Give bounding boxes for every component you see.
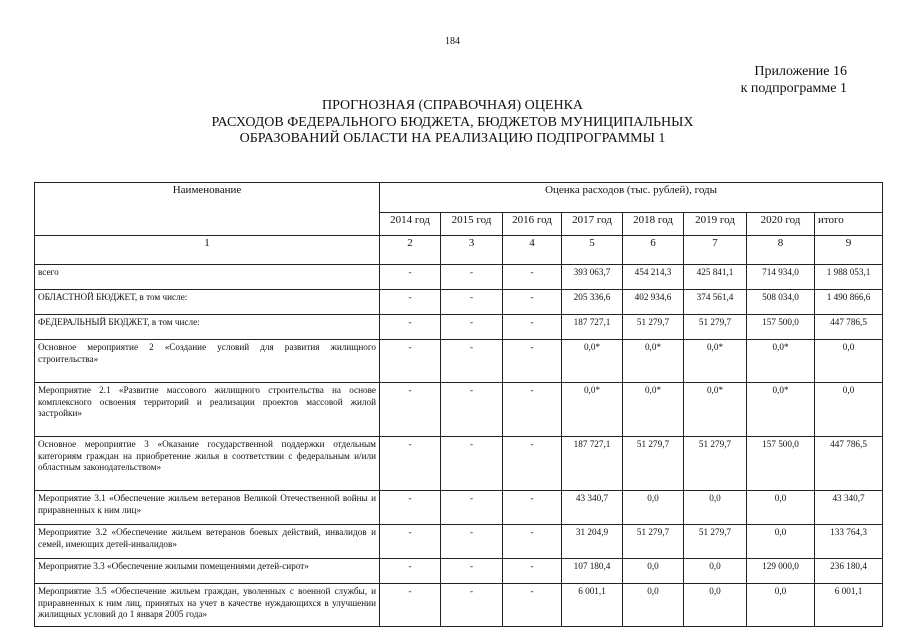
- cell-value: 0,0: [623, 584, 684, 627]
- cell-value: 454 214,3: [623, 265, 684, 290]
- column-number: 2: [380, 236, 441, 265]
- cell-value: 6 001,1: [815, 584, 883, 627]
- row-name: ОБЛАСТНОЙ БЮДЖЕТ, в том числе:: [35, 290, 380, 315]
- table-row: [35, 584, 883, 627]
- cell-value: 0,0*: [747, 383, 815, 437]
- header-year: 2015 год: [441, 213, 503, 236]
- cell-value: -: [380, 340, 441, 383]
- row-name: Мероприятие 3.1 «Обеспечение жильем ветеранов Великой Отечественной войны и приравненных к ним лиц»: [35, 491, 380, 525]
- header-year: 2020 год: [747, 213, 815, 236]
- cell-value: 31 204,9: [562, 525, 623, 559]
- cell-value: 107 180,4: [562, 559, 623, 584]
- cell-value: 447 786,5: [815, 437, 883, 491]
- cell-value: 425 841,1: [684, 265, 747, 290]
- table-row: [35, 383, 883, 437]
- header-total: итого: [815, 213, 883, 236]
- table-row: [35, 315, 883, 340]
- cell-value: -: [503, 491, 562, 525]
- cell-value: -: [441, 290, 503, 315]
- cell-value: 447 786,5: [815, 315, 883, 340]
- cell-value: 187 727,1: [562, 437, 623, 491]
- cell-value: 133 764,3: [815, 525, 883, 559]
- cell-value: -: [380, 315, 441, 340]
- table-row: [35, 491, 883, 525]
- cell-value: 51 279,7: [623, 525, 684, 559]
- cell-value: -: [380, 525, 441, 559]
- cell-value: 51 279,7: [684, 315, 747, 340]
- column-number-row: [35, 236, 883, 265]
- header-year: 2016 год: [503, 213, 562, 236]
- title-line-1: ПРОГНОЗНАЯ (СПРАВОЧНАЯ) ОЦЕНКА: [321, 98, 584, 113]
- cell-value: -: [503, 265, 562, 290]
- cell-value: 0,0*: [562, 340, 623, 383]
- cell-value: 0,0: [747, 584, 815, 627]
- row-name: Основное мероприятие 3 «Оказание государственной поддержки отдельным категориям граждан на приобретение жилья в соответствии с федеральным и/или областным законодательством»: [35, 437, 380, 491]
- cell-value: 0,0: [815, 383, 883, 437]
- row-name: Мероприятие 3.3 «Обеспечение жилыми помещениями детей-сирот»: [35, 559, 380, 584]
- cell-value: 157 500,0: [747, 315, 815, 340]
- cell-value: -: [380, 290, 441, 315]
- row-name: всего: [35, 265, 380, 290]
- title-line-2: РАСХОДОВ ФЕДЕРАЛЬНОГО БЮДЖЕТА, БЮДЖЕТОВ МУНИЦИПАЛЬНЫХ: [211, 114, 694, 130]
- cell-value: 6 001,1: [562, 584, 623, 627]
- cell-value: 236 180,4: [815, 559, 883, 584]
- row-name: Мероприятие 2.1 «Развитие массового жилищного строительства на основе комплексного освоения территорий и реализации проектов массовой жилой застройки»: [35, 383, 380, 437]
- page-number: 184: [445, 36, 460, 47]
- table-row: [35, 437, 883, 491]
- cell-value: 0,0: [747, 525, 815, 559]
- cell-value: 51 279,7: [623, 437, 684, 491]
- header-year: 2014 год: [380, 213, 441, 236]
- column-number: 5: [562, 236, 623, 265]
- cell-value: 0,0: [684, 559, 747, 584]
- cell-value: 0,0*: [623, 340, 684, 383]
- cell-value: 0,0: [623, 491, 684, 525]
- cell-value: 374 561,4: [684, 290, 747, 315]
- appendix-line-2: к подпрограмме 1: [740, 81, 847, 96]
- cell-value: -: [503, 383, 562, 437]
- cell-value: -: [441, 491, 503, 525]
- cell-value: 0,0: [815, 340, 883, 383]
- cell-value: -: [503, 315, 562, 340]
- table-row: [35, 340, 883, 383]
- document-title: [0, 98, 905, 148]
- header-expense-estimate: Оценка расходов (тыс. рублей), годы: [380, 183, 883, 213]
- cell-value: 0,0*: [623, 383, 684, 437]
- column-number: 4: [503, 236, 562, 265]
- cell-value: -: [380, 383, 441, 437]
- row-name: Мероприятие 3.2 «Обеспечение жильем ветеранов боевых действий, инвалидов и семей, имеющих детей-инвалидов»: [35, 525, 380, 559]
- cell-value: -: [503, 584, 562, 627]
- cell-value: 393 063,7: [562, 265, 623, 290]
- table-row: [35, 265, 883, 290]
- cell-value: 0,0: [684, 584, 747, 627]
- column-number: 7: [684, 236, 747, 265]
- cell-value: 1 988 053,1: [815, 265, 883, 290]
- table-row: [35, 559, 883, 584]
- cell-value: -: [441, 265, 503, 290]
- column-number: 9: [815, 236, 883, 265]
- budget-estimate-table: [34, 182, 883, 627]
- table-row: [35, 290, 883, 315]
- row-name: Мероприятие 3.5 «Обеспечение жильем граждан, уволенных с военной службы, и приравненных к ним лиц, принятых на учет в качестве нуждающихся в улучшении жилищных условий до 1 января 2005 года»: [35, 584, 380, 627]
- cell-value: 43 340,7: [562, 491, 623, 525]
- cell-value: 714 934,0: [747, 265, 815, 290]
- cell-value: 129 000,0: [747, 559, 815, 584]
- cell-value: -: [503, 437, 562, 491]
- column-number: 6: [623, 236, 684, 265]
- cell-value: -: [441, 525, 503, 559]
- appendix-line-1: Приложение 16: [754, 64, 847, 79]
- cell-value: 0,0*: [747, 340, 815, 383]
- cell-value: 0,0*: [684, 340, 747, 383]
- cell-value: 1 490 866,6: [815, 290, 883, 315]
- cell-value: -: [441, 340, 503, 383]
- cell-value: 402 934,6: [623, 290, 684, 315]
- header-row-groups: [35, 183, 883, 213]
- cell-value: -: [503, 525, 562, 559]
- cell-value: -: [503, 290, 562, 315]
- cell-value: -: [503, 559, 562, 584]
- row-name: ФЕДЕРАЛЬНЫЙ БЮДЖЕТ, в том числе:: [35, 315, 380, 340]
- header-year: 2018 год: [623, 213, 684, 236]
- cell-value: -: [441, 315, 503, 340]
- cell-value: 0,0: [623, 559, 684, 584]
- cell-value: 0,0: [684, 491, 747, 525]
- cell-value: 0,0*: [684, 383, 747, 437]
- cell-value: -: [380, 584, 441, 627]
- cell-value: 51 279,7: [623, 315, 684, 340]
- row-name: Основное мероприятие 2 «Создание условий для развития жилищного строительства»: [35, 340, 380, 383]
- cell-value: -: [441, 383, 503, 437]
- cell-value: 0,0: [747, 491, 815, 525]
- cell-value: -: [441, 437, 503, 491]
- cell-value: -: [380, 491, 441, 525]
- cell-value: -: [380, 265, 441, 290]
- column-number: 8: [747, 236, 815, 265]
- cell-value: 508 034,0: [747, 290, 815, 315]
- header-year: 2019 год: [684, 213, 747, 236]
- cell-value: 187 727,1: [562, 315, 623, 340]
- cell-value: 51 279,7: [684, 437, 747, 491]
- cell-value: 0,0*: [562, 383, 623, 437]
- column-number: 1: [35, 236, 380, 265]
- header-name: Наименование: [35, 183, 380, 236]
- appendix-label: [741, 63, 847, 97]
- cell-value: -: [380, 437, 441, 491]
- title-line-3: ОБРАЗОВАНИЙ ОБЛАСТИ НА РЕАЛИЗАЦИЮ ПОДПРОГРАММЫ 1: [239, 131, 666, 146]
- header-year: 2017 год: [562, 213, 623, 236]
- cell-value: 51 279,7: [684, 525, 747, 559]
- cell-value: -: [441, 559, 503, 584]
- cell-value: -: [380, 559, 441, 584]
- table-row: [35, 525, 883, 559]
- cell-value: 43 340,7: [815, 491, 883, 525]
- cell-value: 205 336,6: [562, 290, 623, 315]
- cell-value: -: [441, 584, 503, 627]
- column-number: 3: [441, 236, 503, 265]
- cell-value: 157 500,0: [747, 437, 815, 491]
- cell-value: -: [503, 340, 562, 383]
